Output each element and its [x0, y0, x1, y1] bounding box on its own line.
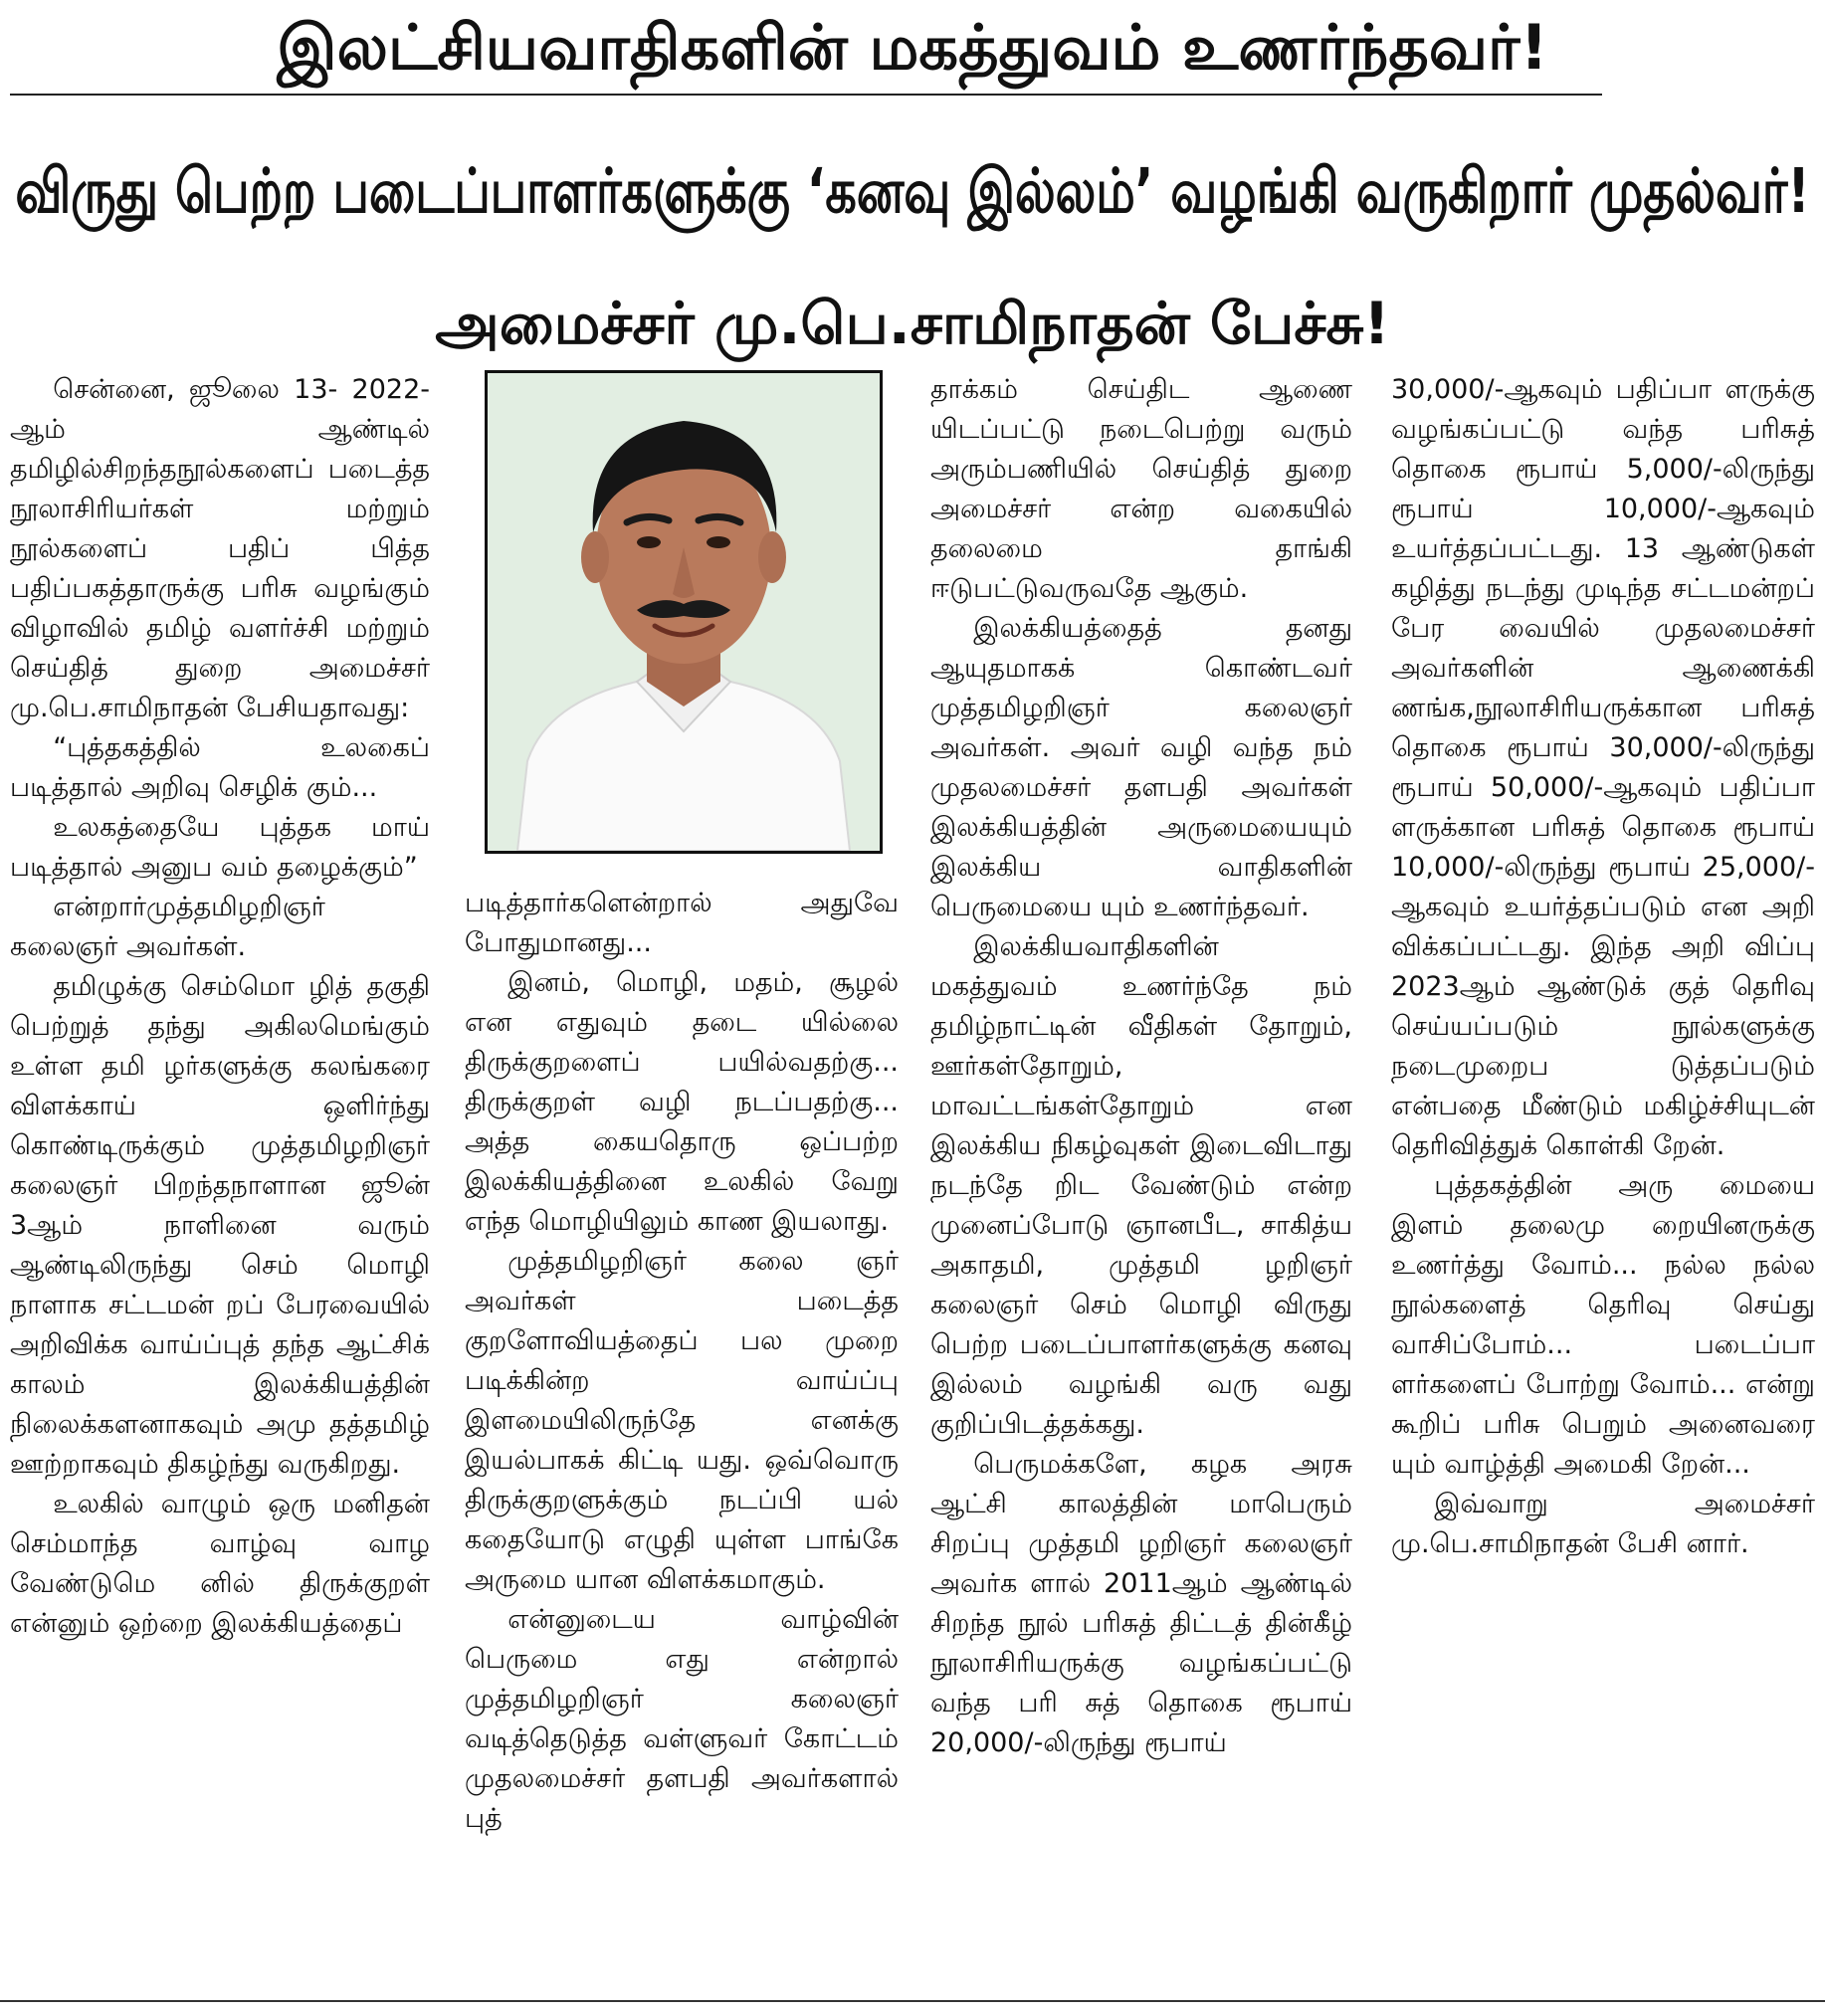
kicker-headline: இலட்சியவாதிகளின் மகத்துவம் உணர்ந்தவர்! — [277, 11, 1548, 84]
article-column-4 — [1391, 370, 1815, 1992]
paragraph: தாக்கம் செய்திட ஆணை யிடப்பட்டு நடைபெற்று வரும் அரும்பணியில் செய்தித் துறை அமைச்சர் என்ற வகையில் தலைமை தாங்கி ஈடுபட்டுவருவதே ஆகும். — [930, 374, 1352, 604]
quote-line: உலகத்தையே புத்தக மாய் படித்தால் அனுப வம் தழைக்கும்” — [10, 812, 430, 883]
paragraph: இனம், மொழி, மதம், சூழல் என எதுவும் தடை யில்லை திருக்குறளைப் பயில்வதற்கு... திருக்குறள் வழி நடப்பதற்கு... அத்த கையதொரு ஒப்பற்ற இலக்கியத்தினை உலகில் வேறு எந்த மொழியிலும் காண இயலாது. — [465, 967, 899, 1237]
paragraph: இவ்வாறு அமைச்சர் மு.பெ.சாமிநாதன் பேசி னார். — [1391, 1489, 1815, 1559]
portrait-icon — [488, 373, 880, 851]
paragraph: இலக்கியத்தைத் தனது ஆயுதமாகக் கொண்டவர் முத்தமிழறிஞர் கலைஞர் அவர்கள். அவர் வழி வந்த நம் முதலமைச்சர் தளபதி அவர்கள் இலக்கியத்தின் அருமையையும் இலக்கிய வாதிகளின் பெருமையை யும் உணர்ந்தவர். — [930, 613, 1352, 922]
subheadline: அமைச்சர் மு.பெ.சாமிநாதன் பேச்சு! — [435, 290, 1390, 357]
paragraph: முத்தமிழறிஞர் கலை ஞர் அவர்கள் படைத்த குறளோவியத்தைப் பல முறை படிக்கின்ற வாய்ப்பு இளமையிலிருந்தே எனக்கு இயல்பாகக் கிட்டி யது. ஒவ்வொரு திருக்குறளுக்கும் நடப்பி யல் கதையோடு எழுதி யுள்ள பாங்கே அருமை யான விளக்கமாகும். — [465, 1246, 899, 1595]
quote-line: “புத்தகத்தில் உலகைப் படித்தால் அறிவு செழிக் கும்... — [10, 732, 430, 803]
portrait-photo — [485, 370, 883, 854]
paragraph: 30,000/-ஆகவும் பதிப்பா ளருக்கு வழங்கப்பட்டு வந்த பரிசுத் தொகை ரூபாய் 5,000/-லிருந்து ரூபாய் 10,000/-ஆகவும் உயர்த்தப்பட்டது. 13 ஆண்டுகள் கழித்து நடந்து முடிந்த சட்டமன்றப் பேர வையில் முதலமைச்சர் அவர்களின் ஆணைக்கி ணங்க,நூலாசிரியருக்கான பரிசுத் தொகை ரூபாய் 30,000/-லிருந்து ரூபாய் 50,000/-ஆகவும் பதிப்பா ளருக்கான பரிசுத் தொகை ரூபாய் 10,000/-லிருந்து ரூபாய் 25,000/-ஆகவும் உயர்த்தப்படும் என அறி விக்கப்பட்டது. இந்த அறி விப்பு 2023ஆம் ஆண்டுக் குத் தெரிவு செய்யப்படும் நூல்களுக்கு நடைமுறைப டுத்தப்படும் என்பதை மீண்டும் மகிழ்ச்சியுடன் தெரிவித்துக் கொள்கி றேன். — [1391, 374, 1815, 1161]
paragraph: உலகில் வாழும் ஒரு மனிதன் செம்மாந்த வாழ்வு வாழ வேண்டுமெ னில் திருக்குறள் என்னும் ஒற்றை இலக்கியத்தைப் — [10, 1489, 430, 1639]
paragraph: என்னுடைய வாழ்வின் பெருமை எது என்றால் முத்தமிழறிஞர் கலைஞர் வடித்தெடுத்த வள்ளுவர் கோட்டம் முதலமைச்சர் தளபதி அவர்களால் புத் — [465, 1604, 899, 1834]
paragraph: படித்தார்களென்றால் அதுவே போதுமானது... — [465, 888, 899, 958]
kicker-rule — [10, 94, 1602, 96]
bottom-rule — [0, 2000, 1825, 2002]
paragraph: சென்னை, ஜூலை 13- 2022-ஆம் ஆண்டில் தமிழில்சிறந்தநூல்களைப் படைத்த நூலாசிரியர்கள் மற்றும் நூல்களைப் பதிப் பித்த பதிப்பகத்தாருக்கு பரிசு வழங்கும் விழாவில் தமிழ் வளர்ச்சி மற்றும் செய்தித் துறை அமைச்சர் மு.பெ.சாமிநாதன் பேசியதாவது: — [10, 374, 430, 723]
paragraph: பெருமக்களே, கழக அரசு ஆட்சி காலத்தின் மாபெரும் சிறப்பு முத்தமி ழறிஞர் கலைஞர் அவர்க ளால் 2011ஆம் ஆண்டில் சிறந்த நூல் பரிசுத் திட்டத் தின்கீழ் நூலாசிரியருக்கு வழங்கப்பட்டு வந்த பரி சுத் தொகை ரூபாய் 20,000/-லிருந்து ரூபாய் — [930, 1449, 1352, 1758]
article-column-3 — [930, 370, 1352, 1992]
paragraph: இலக்கியவாதிகளின் மகத்துவம் உணர்ந்தே நம் தமிழ்நாட்டின் வீதிகள் தோறும், ஊர்கள்தோறும், மாவட்டங்கள்தோறும் என இலக்கிய நிகழ்வுகள் இடைவிடாது நடந்தே றிட வேண்டும் என்ற முனைப்போடு ஞானபீட, சாகித்ய அகாதமி, முத்தமி ழறிஞர் கலைஞர் செம் மொழி விருது பெற்ற படைப்பாளர்களுக்கு கனவு இல்லம் வழங்கி வரு வது குறிப்பிடத்தக்கது. — [930, 931, 1352, 1440]
paragraph: என்றார்முத்தமிழறிஞர் கலைஞர் அவர்கள். — [10, 892, 325, 962]
article-column-2 — [465, 884, 899, 1992]
article-column-1 — [10, 370, 430, 1992]
paragraph: தமிழுக்கு செம்மொ ழித் தகுதி பெற்றுத் தந்து அகிலமெங்கும் உள்ள தமி ழர்களுக்கு கலங்கரை விளக்காய் ஒளிர்ந்து கொண்டிருக்கும் முத்தமிழறிஞர் கலைஞர் பிறந்தநாளான ஜூன் 3ஆம் நாளினை வரும் ஆண்டிலிருந்து செம் மொழி நாளாக சட்டமன் றப் பேரவையில் அறிவிக்க வாய்ப்புத் தந்த ஆட்சிக் காலம் இலக்கியத்தின் நிலைக்களனாகவும் அமு தத்தமிழ் ஊற்றாகவும் திகழ்ந்து வருகிறது. — [10, 971, 430, 1480]
main-headline: விருது பெற்ற படைப்பாளர்களுக்கு ‘கனவு இல்லம்’ வழங்கி வருகிறார் முதல்வர்! — [15, 155, 1810, 227]
paragraph: புத்தகத்தின் அரு மையை இளம் தலைமு றையினருக்கு உணர்த்து வோம்... நல்ல நல்ல நூல்களைத் தெரிவு செய்து வாசிப்போம்... படைப்பா ளர்களைப் போற்று வோம்... என்று கூறிப் பரிசு பெறும் அனைவரை யும் வாழ்த்தி அமைகி றேன்... — [1391, 1170, 1815, 1480]
